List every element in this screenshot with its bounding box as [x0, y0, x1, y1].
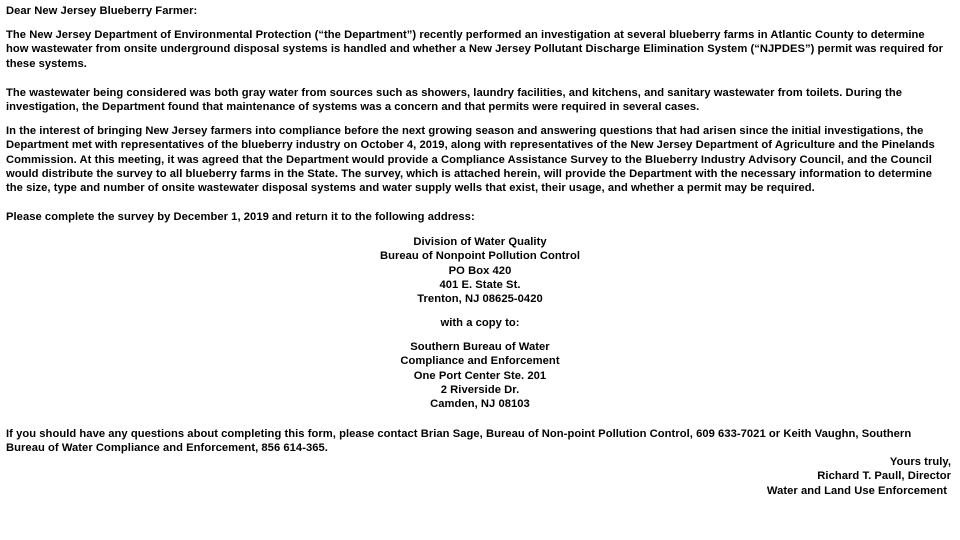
address-line: Camden, NJ 08103 [430, 398, 530, 411]
survey-instruction: Please complete the survey by December 1, 2019 and return it to the following address: [6, 211, 475, 223]
salutation: Dear New Jersey Blueberry Farmer: [6, 5, 198, 17]
address-line: Bureau of Nonpoint Pollution Control [379, 250, 581, 263]
paragraph-investigation: The New Jersey Department of Environmental Protection (“the Department”) recently performed an investigation at several blueberry farms in Atlantic County to determine how wastewater from onsite underground disposal systems is handled and whether a New Jersey Pollutant Discharge Elimination System (“NJPDES”) permit was required for these systems. [6, 29, 944, 70]
paragraph-wastewater: The wastewater being considered was both gray water from sources such as showers, laundry facilities, and kitchens, and sanitary wastewater from toilets. During the investigation, the Department found that maintenance of systems was a concern and that permits were required in several cases. [6, 87, 902, 114]
contact-paragraph: If you should have any questions about completing this form, please contact Brian Sage, Bureau of Non-point Pollution Control, 609 633-7021 or Keith Vaughn, Southern Bureau of Water Compliance and Enforcement, 856 614-365. [6, 428, 912, 455]
address-line: Trenton, NJ 08625-0420 [417, 293, 543, 306]
copy-address-block [0, 340, 960, 411]
primary-address-block [0, 235, 960, 306]
address-line: One Port Center Ste. 201 [413, 369, 547, 382]
address-line: Division of Water Quality [413, 236, 547, 248]
address-line: 2 Riverside Dr. [440, 383, 520, 396]
address-line: Southern Bureau of Water [410, 341, 550, 353]
address-line: PO Box 420 [448, 264, 512, 277]
closing: Yours truly, [889, 456, 951, 468]
paragraph-compliance: In the interest of bringing New Jersey farmers into compliance before the next growing season and answering questions that had arisen since the initial investigations, the Department met with representatives of the blueberry industry on October 4, 2019, along with representatives of the New Jersey Department of Agriculture and the Pinelands Commission. At this meeting, it was agreed that the Department would provide a Compliance Assistance Survey to the Blueberry Industry Advisory Council, and the Council would distribute the survey to all blueberry farms in the State. The survey, which is attached herein, will provide the Department with the necessary information to determine the size, type and number of onsite wastewater disposal systems and water supply wells that exist, their usage, and whether a permit may be required. [6, 125, 935, 195]
address-line: Compliance and Enforcement [400, 355, 560, 368]
signer-name: Richard T. Paull, Director [817, 470, 951, 483]
signature-block [767, 455, 951, 498]
address-line: 401 E. State St. [439, 278, 521, 291]
copy-label: with a copy to: [440, 317, 520, 329]
signer-office: Water and Land Use Enforcement [766, 484, 947, 497]
